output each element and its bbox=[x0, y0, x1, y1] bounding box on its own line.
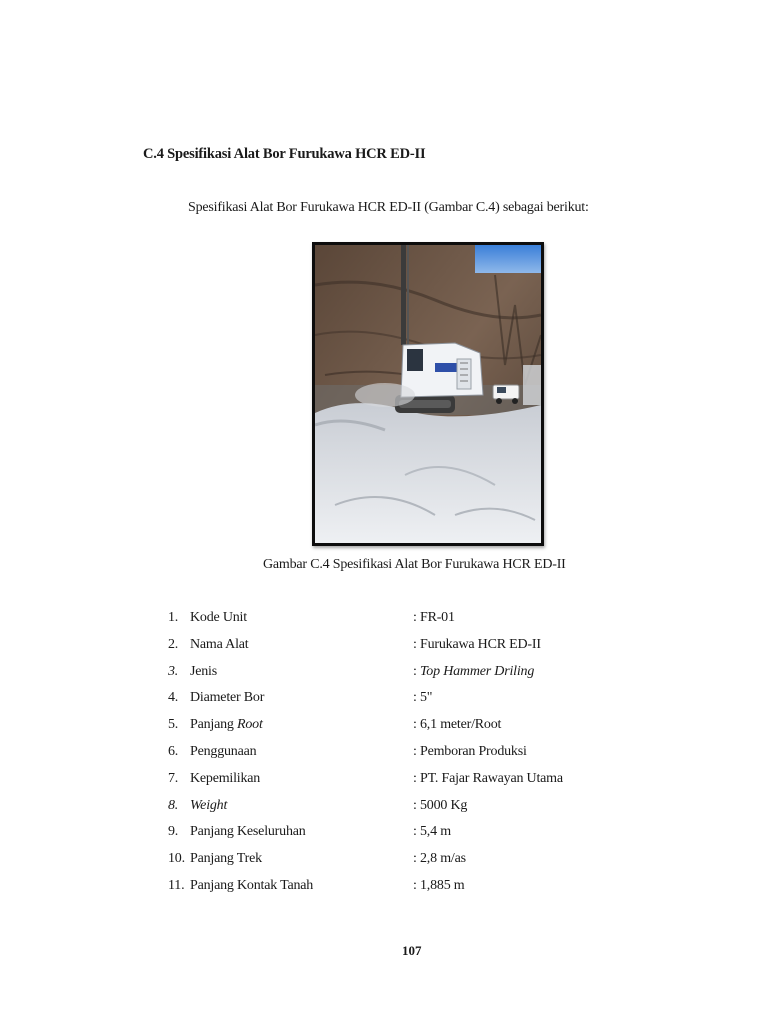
intro-paragraph: Spesifikasi Alat Bor Furukawa HCR ED-II (Gambar C.4) sebagai berikut: bbox=[188, 200, 589, 215]
spec-row-panjang-kontak-tanah bbox=[168, 878, 618, 905]
spec-row-penggunaan bbox=[168, 744, 618, 771]
spec-number: 7. bbox=[168, 770, 179, 786]
spec-value-text: PT. Fajar Rawayan Utama bbox=[420, 770, 563, 786]
spec-number: 8. bbox=[168, 797, 179, 813]
spec-separator: : bbox=[413, 636, 420, 652]
spec-row-panjang-keseluruhan bbox=[168, 824, 618, 851]
spec-value-text: Furukawa HCR ED-II bbox=[420, 636, 541, 652]
spec-value-text: Top Hammer Driling bbox=[420, 663, 535, 679]
spec-label: Panjang Keseluruhan bbox=[190, 824, 306, 840]
spec-value-text: 2,8 m/as bbox=[420, 851, 466, 867]
spec-separator: : bbox=[413, 610, 420, 625]
spec-value-text: 5" bbox=[420, 690, 433, 706]
spec-value bbox=[413, 744, 527, 760]
spec-value-text: 1,885 m bbox=[420, 877, 465, 893]
spec-number: 2. bbox=[168, 636, 179, 652]
spec-label-text: Panjang bbox=[190, 717, 238, 733]
spec-value-text: 6,1 meter/Root bbox=[420, 717, 502, 733]
spec-value bbox=[413, 637, 541, 653]
spec-number: 5. bbox=[168, 717, 179, 733]
spec-row-kepemilikan bbox=[168, 771, 618, 798]
spec-value bbox=[413, 878, 465, 894]
spec-separator: : bbox=[413, 717, 420, 733]
spec-separator: : bbox=[413, 824, 420, 840]
spec-number: 1. bbox=[168, 610, 179, 625]
spec-value-text: Pemboran Produksi bbox=[420, 743, 527, 759]
spec-label: Panjang Kontak Tanah bbox=[190, 877, 314, 893]
spec-value bbox=[413, 717, 501, 733]
page-number: 107 bbox=[402, 943, 422, 958]
spec-separator: : bbox=[413, 690, 420, 706]
spec-value-text: 5000 Kg bbox=[420, 797, 468, 813]
specification-list bbox=[168, 610, 618, 905]
spec-number: 3. bbox=[168, 663, 179, 679]
spec-number: 4. bbox=[168, 690, 179, 706]
spec-separator: : bbox=[413, 877, 420, 893]
spec-number: 10. bbox=[168, 851, 185, 867]
spec-label: Jenis bbox=[190, 663, 218, 679]
spec-separator: : bbox=[413, 743, 420, 759]
spec-value bbox=[413, 771, 563, 787]
spec-row-nama-alat bbox=[168, 637, 618, 664]
spec-number: 9. bbox=[168, 824, 179, 840]
spec-row-panjang-trek bbox=[168, 851, 618, 878]
spec-label: Kode Unit bbox=[190, 610, 247, 625]
spec-row-kode-unit bbox=[168, 610, 618, 637]
spec-number: 11. bbox=[168, 877, 185, 893]
spec-number: 6. bbox=[168, 743, 179, 759]
spec-separator: : bbox=[413, 770, 420, 786]
spec-row-panjang-root bbox=[168, 717, 618, 744]
spec-label: Kepemilikan bbox=[190, 770, 261, 786]
drill-rig-illustration bbox=[315, 245, 541, 543]
spec-separator: : bbox=[413, 851, 420, 867]
spec-separator: : bbox=[413, 797, 420, 813]
spec-value bbox=[413, 851, 466, 867]
spec-row-jenis bbox=[168, 664, 618, 691]
spec-label: Weight bbox=[190, 797, 228, 813]
spec-separator: : bbox=[413, 663, 420, 679]
spec-label: Diameter Bor bbox=[190, 690, 265, 706]
spec-label-italic: Root bbox=[237, 717, 263, 733]
spec-row-weight bbox=[168, 798, 618, 825]
spec-label: Penggunaan bbox=[190, 743, 257, 759]
spec-value-text: 5,4 m bbox=[420, 824, 451, 840]
spec-value bbox=[413, 798, 467, 814]
drill-rig-photo bbox=[312, 242, 544, 546]
spec-value-text: FR-01 bbox=[420, 610, 455, 625]
spec-value bbox=[413, 690, 432, 706]
section-heading: C.4 Spesifikasi Alat Bor Furukawa HCR ED-II bbox=[143, 146, 426, 162]
figure-caption: Gambar C.4 Spesifikasi Alat Bor Furukawa HCR ED-II bbox=[263, 557, 566, 572]
spec-label: Nama Alat bbox=[190, 636, 249, 652]
spec-label: Panjang Trek bbox=[190, 851, 262, 867]
spec-label bbox=[190, 717, 263, 733]
spec-row-diameter-bor bbox=[168, 690, 618, 717]
spec-value bbox=[413, 610, 455, 626]
spec-value bbox=[413, 824, 451, 840]
spec-value bbox=[413, 664, 534, 680]
